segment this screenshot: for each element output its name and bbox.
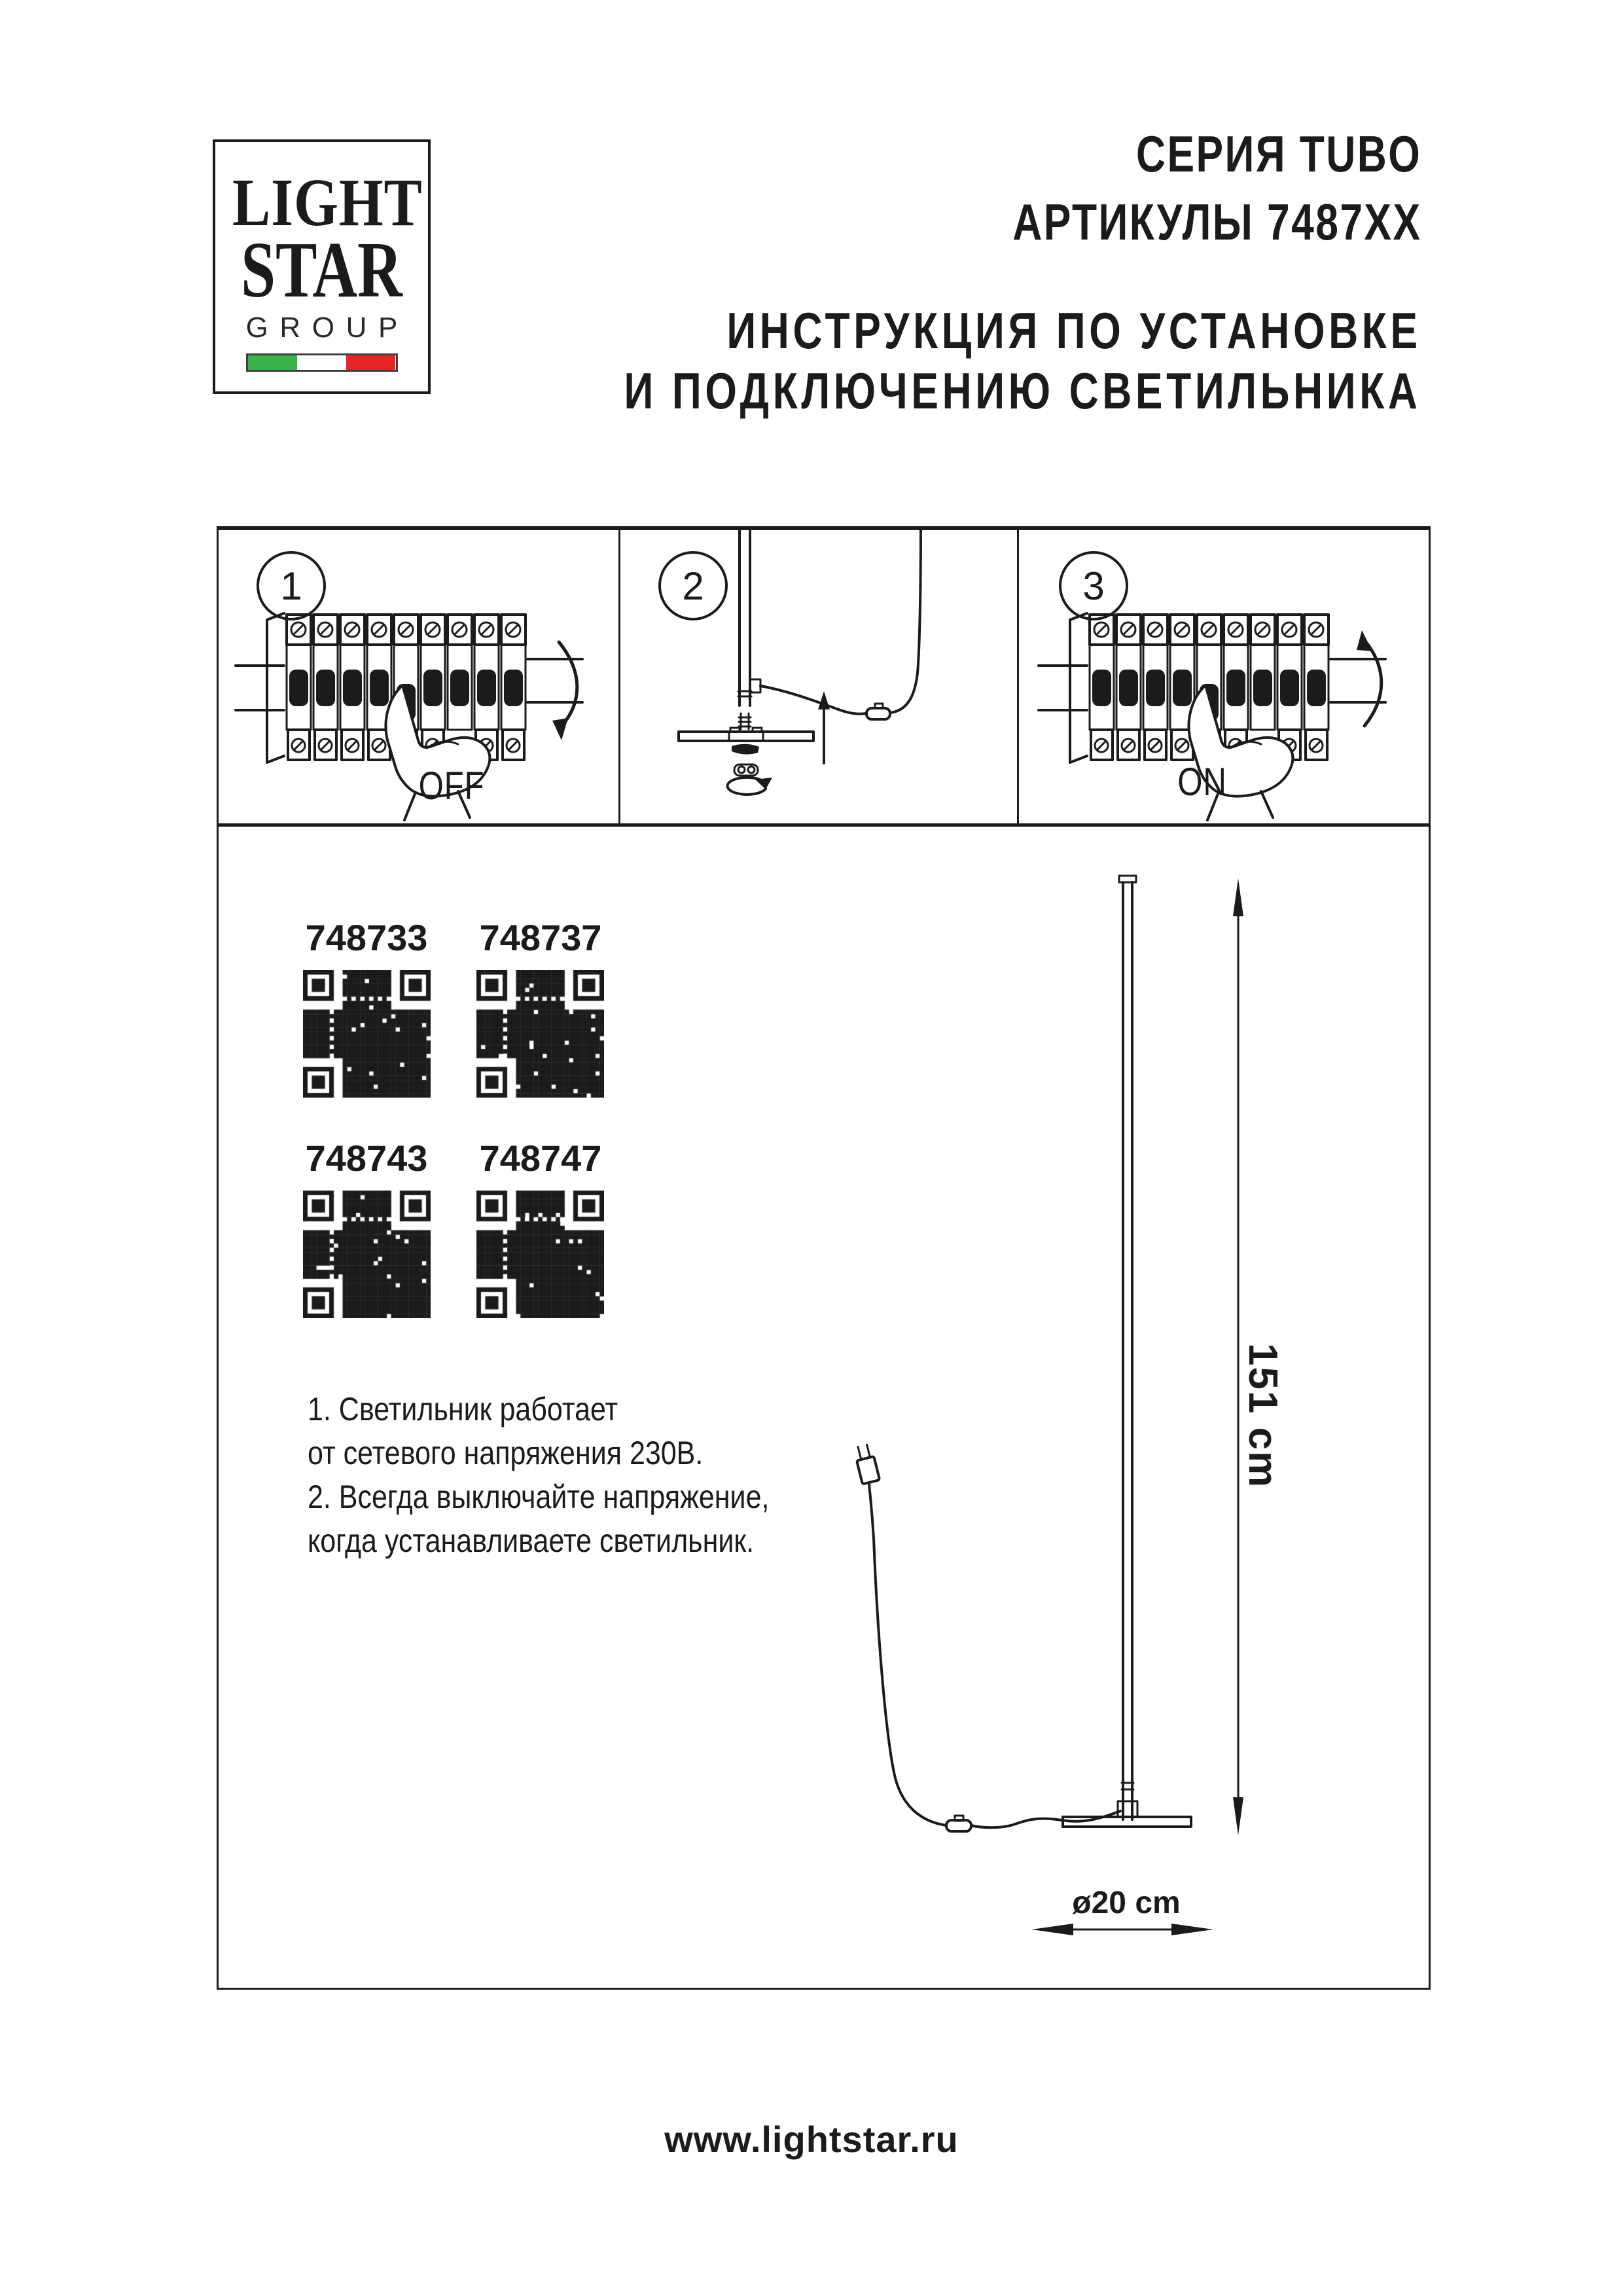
step-1-number: 1	[280, 564, 302, 608]
floor-lamp-drawing	[818, 870, 1440, 1983]
logo-word-group: GROUP	[245, 312, 409, 344]
step-2-number: 2	[682, 564, 704, 608]
flag-green-segment	[248, 355, 297, 370]
note-line: когда устанавливаете светильник.	[308, 1522, 755, 1559]
on-label: ON	[1177, 760, 1227, 804]
series-title: СЕРИЯ TUBO	[1135, 125, 1421, 183]
flag-white-segment	[297, 355, 346, 370]
note-line: 2. Всегда выключайте напряжение,	[308, 1479, 770, 1515]
base-assembly-illustration	[620, 528, 1016, 823]
flag-red-segment	[346, 355, 395, 370]
logo-word-star: STAR	[241, 225, 402, 314]
instruction-title-line2: И ПОДКЛЮЧЕНИЮ СВЕТИЛЬНИКА	[624, 362, 1421, 420]
article-number-748737: 748737	[479, 917, 602, 958]
article-number-748733: 748733	[305, 917, 428, 958]
articles-title: АРТИКУЛЫ 7487ХХ	[1012, 193, 1421, 251]
instruction-title-line1: ИНСТРУКЦИЯ ПО УСТАНОВКЕ	[726, 302, 1421, 359]
website-url: www.lightstar.ru	[664, 2119, 959, 2160]
step-3-number: 3	[1082, 564, 1105, 608]
qr-code-748733	[303, 970, 431, 1098]
logo-word-light: LIGHT	[232, 165, 423, 240]
diameter-dimension-label: ø20 cm	[1072, 1886, 1181, 1920]
height-dimension-label: 151 cm	[1240, 1343, 1285, 1489]
article-number-748747: 748747	[479, 1138, 602, 1179]
qr-code-748737	[476, 970, 604, 1098]
off-label: OFF	[418, 764, 485, 808]
qr-code-748747	[476, 1191, 604, 1318]
safety-notes	[308, 1388, 844, 1563]
italian-flag-bar	[246, 353, 398, 372]
qr-code-748743	[303, 1191, 431, 1318]
note-line: от сетевого напряжения 230В.	[308, 1435, 704, 1471]
lightstar-logo	[213, 139, 431, 394]
steps-separator-line	[217, 823, 1431, 827]
document-header	[425, 125, 1421, 420]
article-number-748743: 748743	[305, 1138, 428, 1179]
note-line: 1. Светильник работает	[308, 1391, 618, 1427]
